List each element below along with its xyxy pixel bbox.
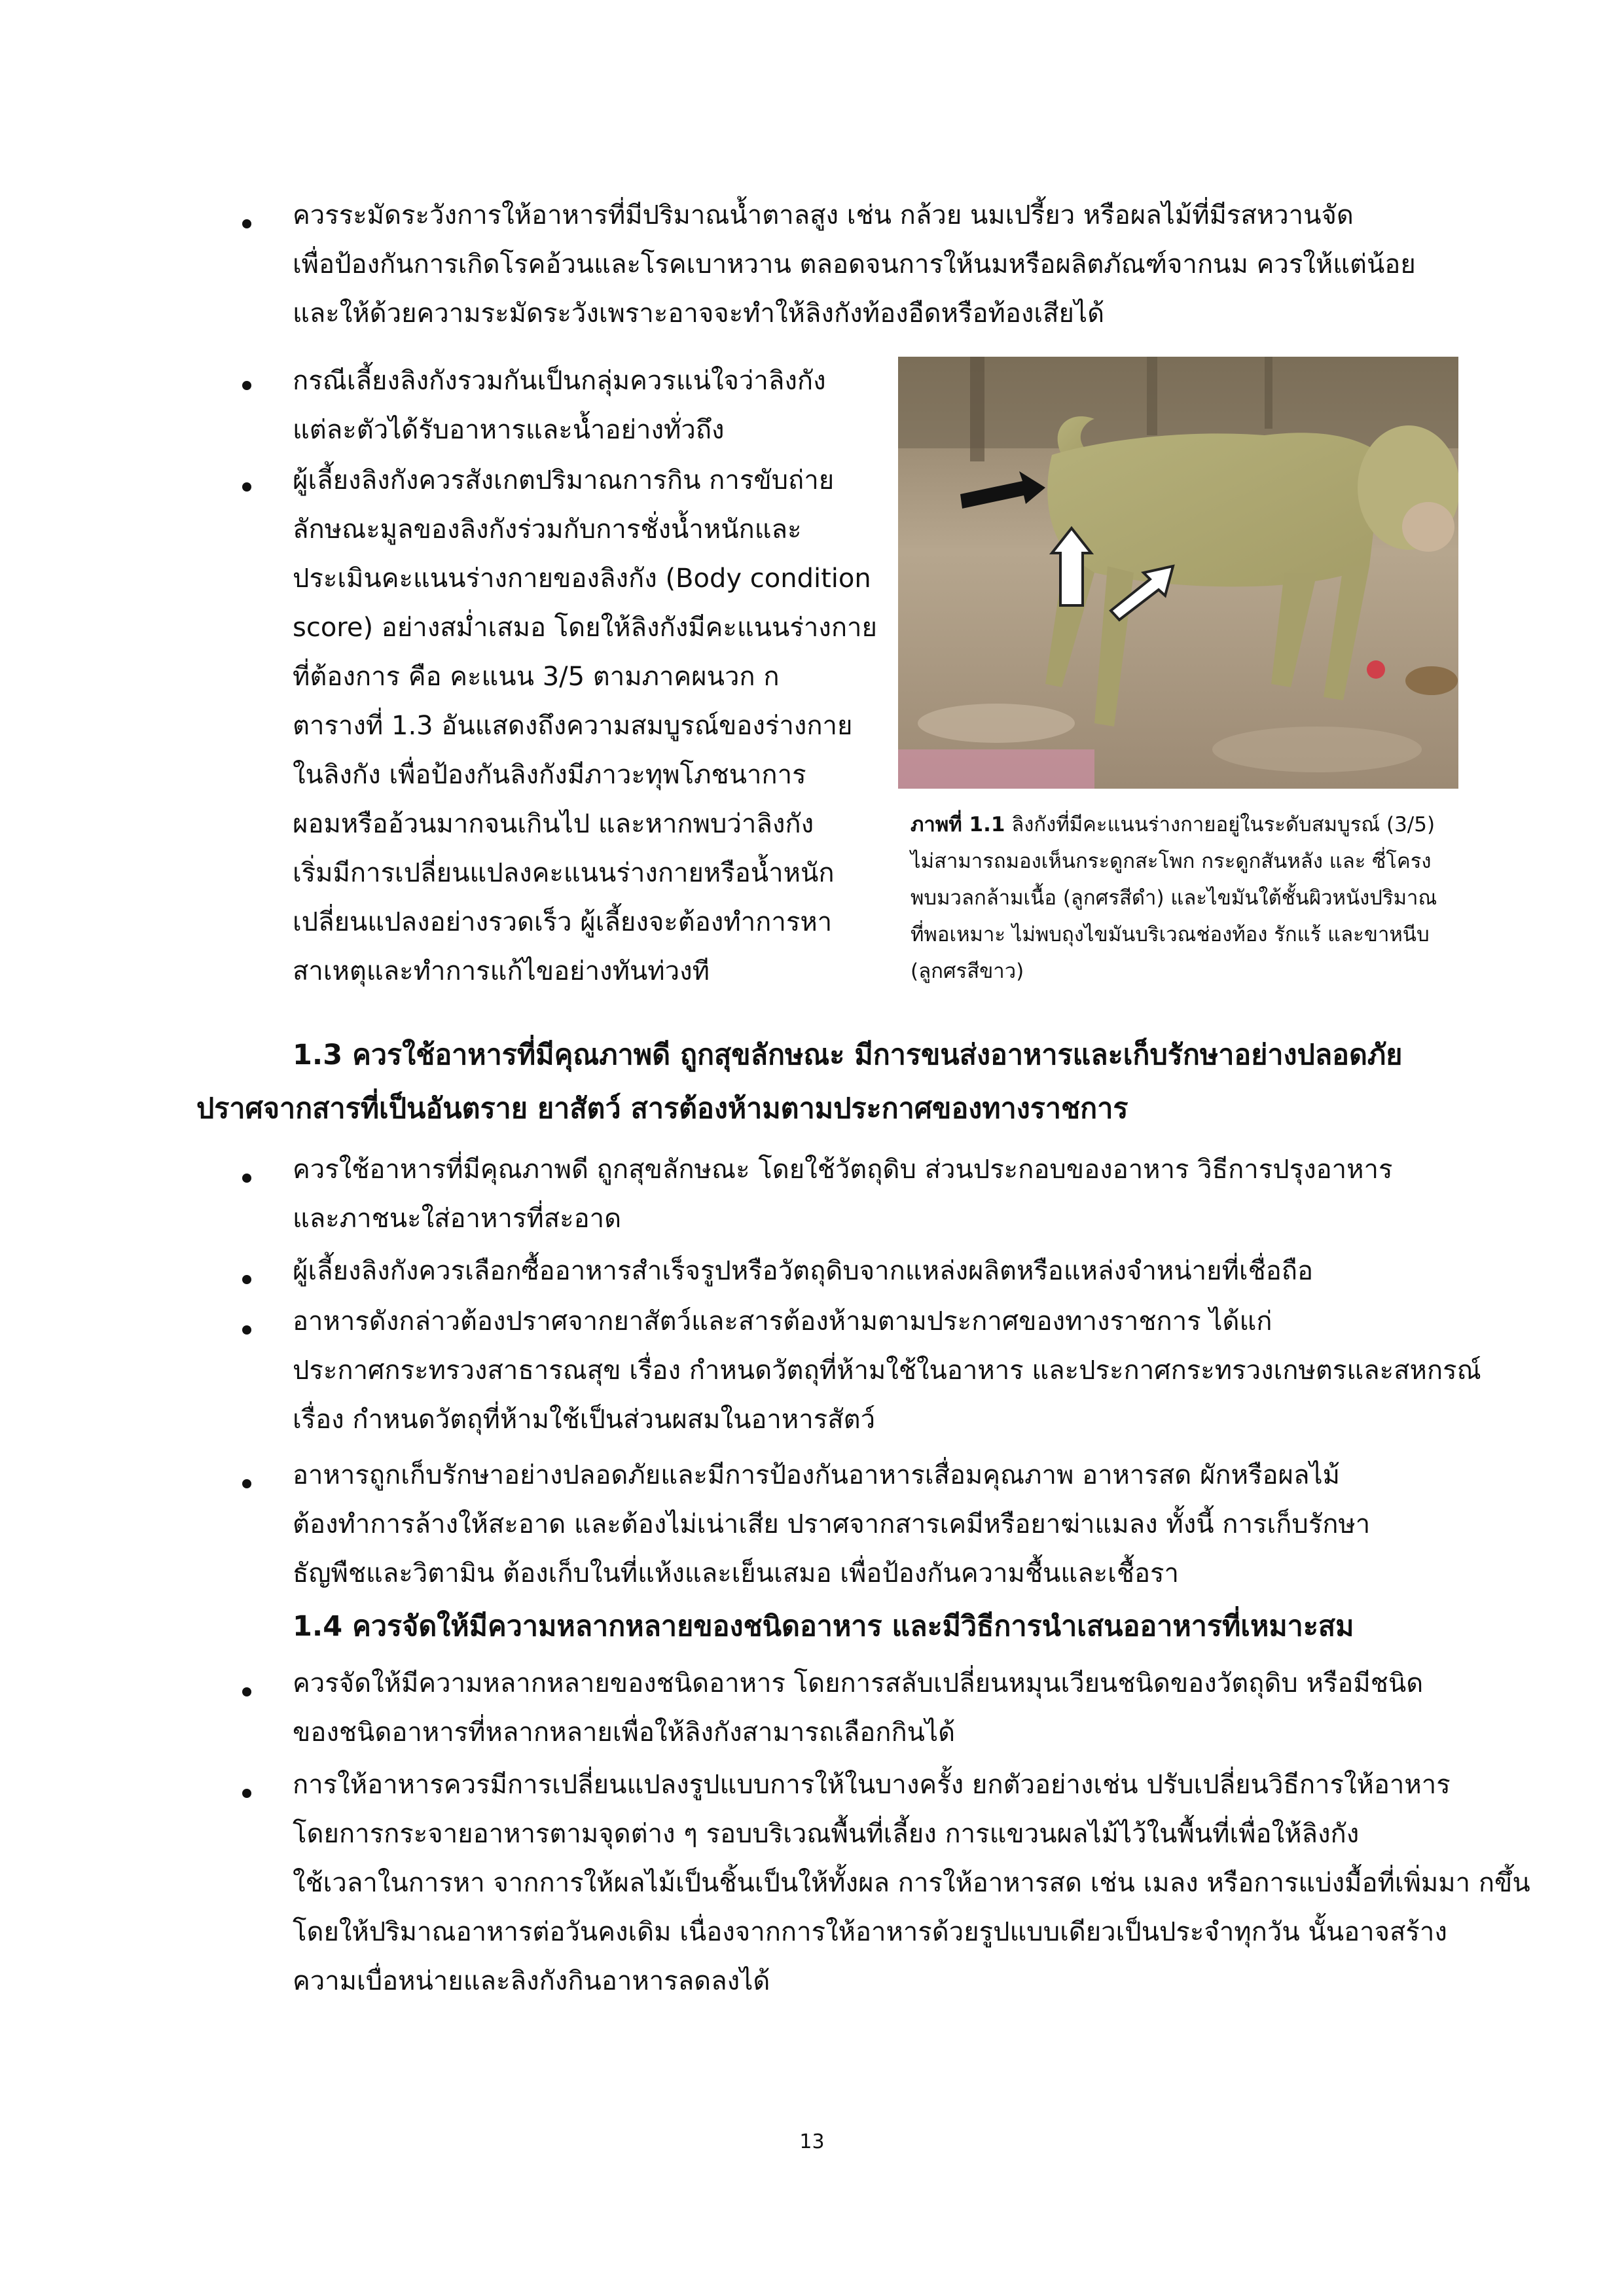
text-line: ธัญพืชและวิตามิน ต้องเก็บในที่แห้งและเย็นเสมอ เพื่อป้องกันความชื้นและเชื้อรา xyxy=(293,1558,1179,1588)
text-line: ของชนิดอาหารที่หลากหลายเพื่อให้ลิงกังสามารถเลือกกินได้ xyxy=(293,1717,956,1748)
text-line: สาเหตุและทำการแก้ไขอย่างทันท่วงที xyxy=(293,956,710,986)
macaque-illustration xyxy=(898,357,1458,789)
text-line: ตารางที่ 1.3 อันแสดงถึงความสมบูรณ์ของร่างกาย xyxy=(293,711,853,741)
section-heading-1-3: 1.3 ควรใช้อาหารที่มีคุณภาพดี ถูกสุขลักษณะ มีการขนส่งอาหารและเก็บรักษาอย่างปลอดภัย xyxy=(293,1039,1403,1071)
caption-line xyxy=(911,806,1480,843)
text-line: อาหารถูกเก็บรักษาอย่างปลอดภัยและมีการป้องกันอาหารเสื่อมคุณภาพ อาหารสด ผักหรือผลไม้ xyxy=(293,1460,1340,1490)
bullet-dot xyxy=(242,1174,251,1183)
caption-label: ภาพที่ 1.1 xyxy=(911,813,1005,836)
text-line: เรื่อง กำหนดวัตถุที่ห้ามใช้เป็นส่วนผสมในอาหารสัตว์ xyxy=(293,1405,876,1435)
text-line: ที่ต้องการ คือ คะแนน 3/5 ตามภาคผนวก ก xyxy=(293,662,780,692)
text-line: เริ่มมีการเปลี่ยนแปลงคะแนนร่างกายหรือน้ำหนัก xyxy=(293,858,835,888)
bullet-item xyxy=(293,1659,1423,1757)
bullet-item xyxy=(293,1761,1530,2006)
text-line: โดยการกระจายอาหารตามจุดต่าง ๆ รอบบริเวณพื้นที่เลี้ยง การแขวนผลไม้ไว้ในพื้นที่เพื่อให้ลิงกัง xyxy=(293,1819,1360,1849)
bullet-item xyxy=(293,357,826,455)
page-number: 13 xyxy=(799,2130,825,2153)
text-line: ผู้เลี้ยงลิงกังควรเลือกซื้ออาหารสำเร็จรูปหรือวัตถุดิบจากแหล่งผลิตหรือแหล่งจำหน่ายที่เชื่อถือ xyxy=(293,1256,1313,1286)
text-line: แต่ละตัวได้รับอาหารและน้ำอย่างทั่วถึง xyxy=(293,415,725,445)
caption-line: พบมวลกล้ามเนื้อ (ลูกศรสีดำ) และไขมันใต้ชั้นผิวหนังปริมาณ xyxy=(911,886,1437,910)
text-line: score) อย่างสม่ำเสมอ โดยให้ลิงกังมีคะแนนร่างกาย xyxy=(293,613,877,643)
bullet-dot xyxy=(242,219,251,228)
text-line: ผอมหรืออ้วนมากจนเกินไป และหากพบว่าลิงกัง xyxy=(293,809,814,839)
text-line: ต้องทำการล้างให้สะอาด และต้องไม่เน่าเสีย ปราศจากสารเคมีหรือยาฆ่าแมลง ทั้งนี้ การเก็บรักษา xyxy=(293,1509,1371,1539)
section-heading-1-4: 1.4 ควรจัดให้มีความหลากหลายของชนิดอาหาร และมีวิธีการนำเสนออาหารที่เหมาะสม xyxy=(293,1610,1354,1643)
text-line: ใช้เวลาในการหา จากการให้ผลไม้เป็นชิ้นเป็นให้ทั้งผล การให้อาหารสด เช่น เมลง หรือการแบ่งมื้อที่เพิ่มมา กขึ้น xyxy=(293,1868,1530,1898)
text-line: โดยให้ปริมาณอาหารต่อวันคงเดิม เนื่องจากการให้อาหารด้วยรูปแบบเดียวเป็นประจำทุกวัน นั้นอาจสร้าง xyxy=(293,1917,1447,1947)
bullet-dot xyxy=(242,1275,251,1284)
caption-line: ที่พอเหมาะ ไม่พบถุงไขมันบริเวณช่องท้อง รักแร้ และขาหนีบ xyxy=(911,923,1430,946)
bullet-item xyxy=(293,1247,1313,1296)
bullet-dot xyxy=(242,381,251,390)
bullet-dot xyxy=(242,1479,251,1488)
text-line: ควรระมัดระวังการให้อาหารที่มีปริมาณน้ำตาลสูง เช่น กล้วย นมเปรี้ยว หรือผลไม้ที่มีรสหวานจัด xyxy=(293,200,1354,230)
text-line: กรณีเลี้ยงลิงกังรวมกันเป็นกลุ่มควรแน่ใจว่าลิงกัง xyxy=(293,366,826,396)
text-line: และภาชนะใส่อาหารที่สะอาด xyxy=(293,1204,622,1234)
bullet-dot xyxy=(242,482,251,492)
text-line: ลักษณะมูลของลิงกังร่วมกับการชั่งน้ำหนักและ xyxy=(293,514,802,545)
macaque-photo xyxy=(898,357,1458,789)
text-line: ควรใช้อาหารที่มีคุณภาพดี ถูกสุขลักษณะ โดยใช้วัตถุดิบ ส่วนประกอบของอาหาร วิธีการปรุงอาหาร xyxy=(293,1155,1393,1185)
text-line: เพื่อป้องกันการเกิดโรคอ้วนและโรคเบาหวาน ตลอดจนการให้นมหรือผลิตภัณฑ์จากนม ควรให้แต่น้อย xyxy=(293,249,1416,279)
bullet-dot xyxy=(242,1789,251,1798)
bullet-item xyxy=(293,1297,1481,1444)
text-line: และให้ด้วยความระมัดระวังเพราะอาจจะทำให้ลิงกังท้องอืดหรือท้องเสียได้ xyxy=(293,298,1105,329)
bullet-item xyxy=(293,456,877,996)
section-heading-1-3-cont: ปราศจากสารที่เป็นอันตราย ยาสัตว์ สารต้องห้ามตามประกาศของทางราชการ xyxy=(196,1092,1128,1125)
figure-caption xyxy=(911,806,1480,990)
caption-line: (ลูกศรสีขาว) xyxy=(911,960,1024,983)
bullet-item xyxy=(293,191,1416,338)
bullet-item xyxy=(293,1451,1370,1598)
text-line: ผู้เลี้ยงลิงกังควรสังเกตปริมาณการกิน การขับถ่าย xyxy=(293,465,835,495)
bullet-item xyxy=(293,1145,1392,1244)
caption-text: ลิงกังที่มีคะแนนร่างกายอยู่ในระดับสมบูรณ์ (3/5) xyxy=(1005,813,1435,836)
text-line: ความเบื่อหน่ายและลิงกังกินอาหารลดลงได้ xyxy=(293,1966,770,1996)
text-line: เปลี่ยนแปลงอย่างรวดเร็ว ผู้เลี้ยงจะต้องทำการหา xyxy=(293,907,833,937)
text-line: การให้อาหารควรมีการเปลี่ยนแปลงรูปแบบการให้ในบางครั้ง ยกตัวอย่างเช่น ปรับเปลี่ยนวิธีการให้อาหาร xyxy=(293,1770,1451,1800)
text-line: ในลิงกัง เพื่อป้องกันลิงกังมีภาวะทุพโภชนาการ xyxy=(293,760,806,790)
bullet-dot xyxy=(242,1687,251,1696)
text-line: ประเมินคะแนนร่างกายของลิงกัง (Body condition xyxy=(293,564,871,594)
text-line: ประกาศกระทรวงสาธารณสุข เรื่อง กำหนดวัตถุที่ห้ามใช้ในอาหาร และประกาศกระทรวงเกษตรและสหกรณ์ xyxy=(293,1355,1481,1386)
text-line: ควรจัดให้มีความหลากหลายของชนิดอาหาร โดยการสลับเปลี่ยนหมุนเวียนชนิดของวัตถุดิบ หรือมีชนิด xyxy=(293,1668,1424,1698)
bullet-dot xyxy=(242,1325,251,1335)
caption-line: ไม่สามารถมองเห็นกระดูกสะโพก กระดูกสันหลัง และ ซี่โครง xyxy=(911,850,1432,873)
text-line: อาหารดังกล่าวต้องปราศจากยาสัตว์และสารต้องห้ามตามประกาศของทางราชการ ได้แก่ xyxy=(293,1306,1272,1336)
